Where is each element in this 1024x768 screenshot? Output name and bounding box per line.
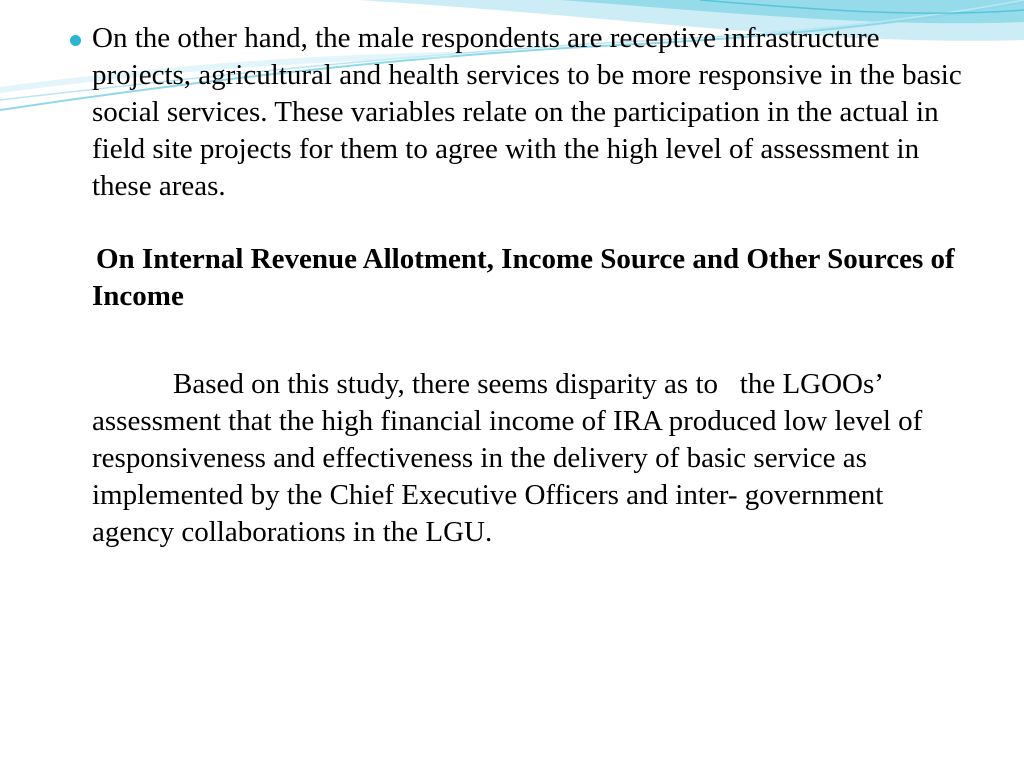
bullet-paragraph xyxy=(92,20,962,205)
bullet-paragraph-text: On the other hand, the male respondents are receptive infrastructure projects, agricultural and health services to be more responsive in the basic social services. These variables relate on the participation in the actual in field site projects for them to agree with the high level of assessment in these areas. xyxy=(92,22,962,202)
bullet-icon xyxy=(70,35,81,46)
section-heading: On Internal Revenue Allotment, Income Source and Other Sources of Income xyxy=(92,243,955,312)
slide-content xyxy=(92,20,962,551)
body-paragraph: Based on this study, there seems disparity as to the LGOOs’ assessment that the high financial income of IRA produced low level of responsiveness and effectiveness in the delivery of basic service as implemented by the Chief Executive Officers and inter- government agency collaborations in the LGU. xyxy=(92,368,930,548)
